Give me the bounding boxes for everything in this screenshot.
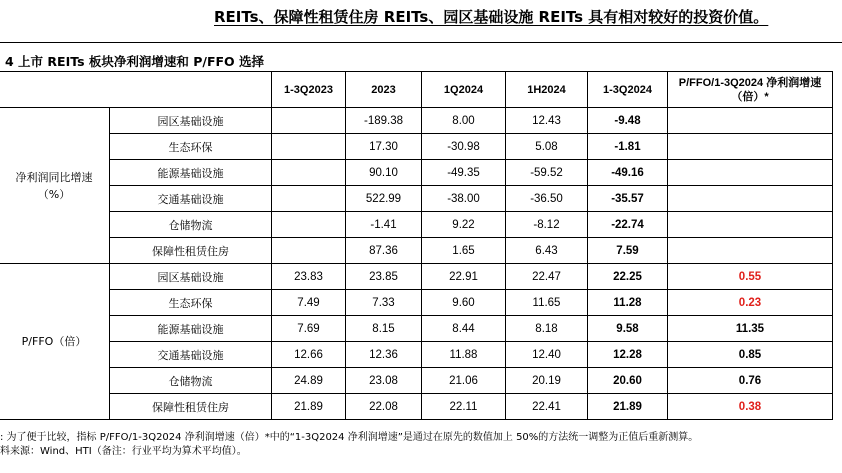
- table-row: [0, 264, 833, 290]
- value-cell: 22.41: [506, 394, 588, 420]
- value-cell: -22.74: [588, 212, 668, 238]
- value-cell: [272, 134, 346, 160]
- value-cell: -49.35: [422, 160, 506, 186]
- sector-cell: 交通基础设施: [110, 186, 272, 212]
- value-cell: 11.28: [588, 290, 668, 316]
- value-cell: 11.65: [506, 290, 588, 316]
- value-cell: [668, 212, 833, 238]
- clipped-previous-line: [0, 0, 842, 4]
- sector-cell: 园区基础设施: [110, 108, 272, 134]
- value-cell: 90.10: [346, 160, 422, 186]
- value-cell: 23.08: [346, 368, 422, 394]
- value-cell: 8.15: [346, 316, 422, 342]
- value-cell: -36.50: [506, 186, 588, 212]
- value-cell: 0.38: [668, 394, 833, 420]
- column-header: 2023: [346, 72, 422, 108]
- table-row: [0, 238, 833, 264]
- value-cell: -1.41: [346, 212, 422, 238]
- header-row: [0, 72, 833, 108]
- value-cell: 22.25: [588, 264, 668, 290]
- group-label: 净利润同比增速 （%）: [0, 108, 110, 264]
- value-cell: -1.81: [588, 134, 668, 160]
- sector-cell: 能源基础设施: [110, 160, 272, 186]
- sector-cell: 保障性租赁住房: [110, 394, 272, 420]
- table-row: [0, 342, 833, 368]
- value-cell: 8.18: [506, 316, 588, 342]
- sector-cell: 交通基础设施: [110, 342, 272, 368]
- value-cell: [668, 160, 833, 186]
- source-note: 料来源：Wind、HTI（备注：行业平均为算术平均值）。: [0, 446, 247, 457]
- value-cell: 7.69: [272, 316, 346, 342]
- value-cell: 20.19: [506, 368, 588, 394]
- value-cell: 21.06: [422, 368, 506, 394]
- table-row: [0, 368, 833, 394]
- value-cell: [668, 134, 833, 160]
- value-cell: 9.58: [588, 316, 668, 342]
- value-cell: [668, 108, 833, 134]
- value-cell: [272, 160, 346, 186]
- column-header: 1-3Q2024: [588, 72, 668, 108]
- value-cell: 22.91: [422, 264, 506, 290]
- header-blank-cell: [0, 72, 272, 108]
- value-cell: -35.57: [588, 186, 668, 212]
- value-cell: -189.38: [346, 108, 422, 134]
- sector-cell: 能源基础设施: [110, 316, 272, 342]
- value-cell: 1.65: [422, 238, 506, 264]
- value-cell: 7.59: [588, 238, 668, 264]
- table-caption: 4 上市 REITs 板块净利润增速和 P/FFO 选择: [5, 54, 265, 69]
- value-cell: 21.89: [272, 394, 346, 420]
- caption-rule: [0, 42, 842, 43]
- intro-sentence: REITs、保障性租赁住房 REITs、园区基础设施 REITs 具有相对较好的投资价值。: [214, 8, 769, 26]
- column-header: P/FFO/1-3Q2024 净利润增速（倍）*: [668, 72, 833, 108]
- reits-table: [0, 71, 833, 420]
- sector-cell: 仓储物流: [110, 368, 272, 394]
- table-row: [0, 134, 833, 160]
- table-row: [0, 290, 833, 316]
- value-cell: 0.23: [668, 290, 833, 316]
- value-cell: [272, 212, 346, 238]
- value-cell: 87.36: [346, 238, 422, 264]
- value-cell: -30.98: [422, 134, 506, 160]
- value-cell: 12.43: [506, 108, 588, 134]
- value-cell: 24.89: [272, 368, 346, 394]
- value-cell: 9.60: [422, 290, 506, 316]
- value-cell: [272, 238, 346, 264]
- value-cell: 0.85: [668, 342, 833, 368]
- value-cell: -8.12: [506, 212, 588, 238]
- value-cell: 12.66: [272, 342, 346, 368]
- value-cell: 7.33: [346, 290, 422, 316]
- value-cell: 12.40: [506, 342, 588, 368]
- value-cell: -59.52: [506, 160, 588, 186]
- table-row: [0, 316, 833, 342]
- value-cell: 22.11: [422, 394, 506, 420]
- value-cell: 23.85: [346, 264, 422, 290]
- value-cell: [272, 186, 346, 212]
- table-row: [0, 160, 833, 186]
- value-cell: 522.99: [346, 186, 422, 212]
- value-cell: 6.43: [506, 238, 588, 264]
- value-cell: 23.83: [272, 264, 346, 290]
- value-cell: 12.36: [346, 342, 422, 368]
- value-cell: 7.49: [272, 290, 346, 316]
- value-cell: 5.08: [506, 134, 588, 160]
- sector-cell: 仓储物流: [110, 212, 272, 238]
- sector-cell: 生态环保: [110, 134, 272, 160]
- footnote: : 为了便于比较，指标 P/FFO/1-3Q2024 净利润增速（倍）*中的“1-3Q2024 净利润增速”是通过在原先的数值加上 50%的方法统一调整为正值后重新测算。: [0, 432, 699, 443]
- value-cell: 20.60: [588, 368, 668, 394]
- column-header: 1-3Q2023: [272, 72, 346, 108]
- value-cell: 22.08: [346, 394, 422, 420]
- value-cell: 8.00: [422, 108, 506, 134]
- value-cell: 17.30: [346, 134, 422, 160]
- value-cell: -38.00: [422, 186, 506, 212]
- column-header: 1H2024: [506, 72, 588, 108]
- value-cell: -49.16: [588, 160, 668, 186]
- value-cell: 12.28: [588, 342, 668, 368]
- value-cell: 21.89: [588, 394, 668, 420]
- value-cell: 11.35: [668, 316, 833, 342]
- table-row: [0, 186, 833, 212]
- sector-cell: 生态环保: [110, 290, 272, 316]
- value-cell: [668, 186, 833, 212]
- group-label: P/FFO（倍）: [0, 264, 110, 420]
- value-cell: 0.76: [668, 368, 833, 394]
- table-row: [0, 212, 833, 238]
- value-cell: 0.55: [668, 264, 833, 290]
- value-cell: 9.22: [422, 212, 506, 238]
- value-cell: 8.44: [422, 316, 506, 342]
- sector-cell: 保障性租赁住房: [110, 238, 272, 264]
- value-cell: 11.88: [422, 342, 506, 368]
- table-row: [0, 394, 833, 420]
- value-cell: 22.47: [506, 264, 588, 290]
- table-row: [0, 108, 833, 134]
- value-cell: [272, 108, 346, 134]
- sector-cell: 园区基础设施: [110, 264, 272, 290]
- value-cell: [668, 238, 833, 264]
- column-header: 1Q2024: [422, 72, 506, 108]
- value-cell: -9.48: [588, 108, 668, 134]
